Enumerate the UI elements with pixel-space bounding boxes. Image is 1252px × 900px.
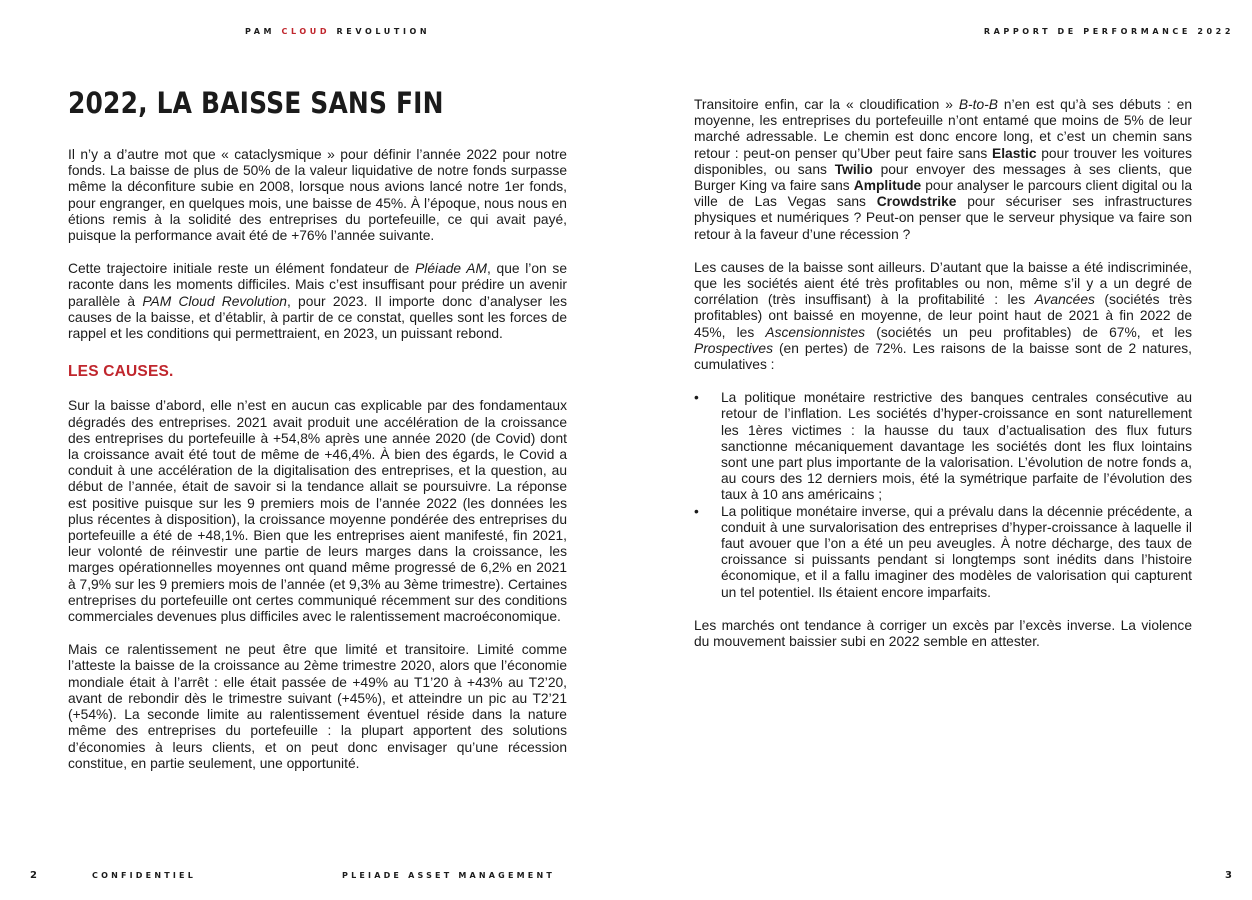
section-heading-causes: LES CAUSES. — [68, 363, 174, 381]
header-brand-revolution: REVOLUTION — [336, 27, 431, 36]
list-item: • La politique monétaire inverse, qui a prévalu dans la décennie précédente, a conduit à une survalorisation des entreprises d’hyper-croissance à laquelle il faut avouer que l’on a été un peu aveugles. À notre décharge, des taux de croissance si puissants pendant si longtemps sont inédits dans l’histoire économique, et il a fallu imaginer des modèles de valorisation qui capturent un tel potentiel. Ils étaient encore imparfaits. — [694, 503, 1192, 600]
header-brand-cloud: CLOUD — [281, 27, 331, 36]
page-number-right: 3 — [1225, 870, 1232, 881]
header-brand-pam: PAM — [245, 27, 276, 36]
paragraph: Les causes de la baisse sont ailleurs. D’autant que la baisse a été indiscriminée, que les sociétés aient été très profitables ou non, même s’il y a un degré de corrélation (très insuffisant) à la profitabilité : les Avancées (sociétés très profitables) ont baissé en moyenne, de leur point haut de 2021 à fin 2022 de 45%, les Ascensionnistes (sociétés un peu profitables) de 67%, et les Prospectives (en pertes) de 72%. Les raisons de la baisse sont de 2 natures, cumulatives : — [694, 259, 1193, 373]
bullet-icon: • — [694, 503, 699, 519]
page-title: 2022, LA BAISSE SANS FIN — [68, 86, 444, 120]
bullet-icon: • — [694, 390, 699, 406]
paragraph: Mais ce ralentissement ne peut être que limité et transitoire. Limité comme l’atteste la baisse de la croissance au 2ème trimestre 2020, alors que l’économie mondiale était à l’arrêt : elle était passée de +49% au T1’20 à +43% au T2’20, avant de rebondir dès le trimestre suivant (+45%), et atteindre un pic au T2’21 (+54%). La seconde limite au ralentissement éventuel réside dans la nature même des entreprises du portefeuille : la plupart apportent des solutions d’économies à leurs clients, et on peut donc envisager qu’une récession constitue, en partie seulement, une opportunité. — [68, 642, 567, 771]
bullet-list — [694, 390, 1192, 601]
header-right: RAPPORT DE PERFORMANCE 2022 — [983, 27, 1234, 36]
paragraph: Il n’y a d’autre mot que « cataclysmique » pour définir l’année 2022 pour notre fonds. La baisse de plus de 50% de la valeur liquidative de notre fonds surpasse même la déconfiture subie en 2008, lorsque nous avions lancé notre 1er fonds, pour engranger, en quelques mois, une baisse de 45%. À l’époque, nous nous en étions remis à la solidité des entreprises du portefeuille, ce qui avait payé, puisque la performance avait été de +76% l’année suivante. — [68, 147, 567, 244]
paragraph: Transitoire enfin, car la « cloudification » B-to-B n’en est qu’à ses débuts : en moyenne, les entreprises du portefeuille n’ont entamé que moins de 5% de leur marché adressable. Le chemin est donc encore long, et c’est un chemin sans retour : peut-on penser qu’Uber peut faire sans Elastic pour trouver les voitures disponibles, ou sans Twilio pour envoyer des messages à ses clients, que Burger King va faire sans Amplitude pour analyser le parcours client digital ou la ville de Las Vegas sans Crowdstrike pour sécuriser ses infrastructures physiques et numériques ? Peut-on penser que le serveur physique va faire son retour à la faveur d’une récession ? — [694, 97, 1193, 242]
paragraph: Les marchés ont tendance à corriger un excès par l’excès inverse. La violence du mouvement baissier subi en 2022 semble en attester. — [694, 617, 1192, 650]
right-column — [694, 97, 1192, 667]
paragraph: Cette trajectoire initiale reste un élément fondateur de Pléiade AM, que l’on se raconte dans les moments difficiles. Mais c’est insuffisant pour prédire un avenir parallèle à PAM Cloud Revolution, pour 2023. Il importe donc d’analyser les causes de la baisse, et d’établir, à partir de ce constat, quelles sont les forces de rappel et les conditions qui permettraient, en 2023, un puissant rebond. — [68, 261, 568, 342]
footer-confidential: CONFIDENTIEL — [92, 871, 197, 880]
list-item: • La politique monétaire restrictive des banques centrales consécutive au retour de l’inflation. Les sociétés d’hyper-croissance en sont naturellement les 1ères victimes : la hausse du taux d’actualisation des flux futurs sanctionne mécaniquement davantage les sociétés dont les flux lointains sont une part plus importante de la valorisation. L’évolution de notre fonds a, au cours des 12 derniers mois, été la symétrique parfaite de l’évolution des taux à 10 ans américains ; — [694, 390, 1192, 503]
footer-company: PLEIADE ASSET MANAGEMENT — [342, 871, 555, 880]
page-number-left: 2 — [30, 870, 37, 881]
paragraph: Sur la baisse d’abord, elle n’est en aucun cas explicable par des fondamentaux dégradés des entreprises. 2021 avait produit une accélération de la croissance des entreprises du portefeuille à +54,8% après une année 2020 (de Covid) dont la croissance avait été tout de même de +46,4%. À bien des égards, le Covid a conduit à une accélération de la digitalisation des entreprises, et la question, au début de l’année, était de savoir si la tendance allait se poursuivre. La réponse est positive puisque sur les 9 premiers mois de l’année 2022 (les données les plus récentes à disposition), la croissance moyenne pondérée des entreprises du portefeuille a été de +48,1%. Bien que les entreprises aient manifesté, fin 2021, leur volonté de réinvestir une partie de leurs marges dans la croissance, les marges opérationnelles moyennes ont quand même progressé de 6,2% en 2021 à 7,9% sur les 9 premiers mois de l’année (et 9,3% au 3ème trimestre). Certaines entreprises du portefeuille ont certes communiqué récemment sur des conditions commerciales devenues plus difficiles avec le ralentissement macroéconomique. — [68, 398, 567, 625]
left-column — [68, 147, 567, 789]
header-left — [245, 27, 430, 36]
